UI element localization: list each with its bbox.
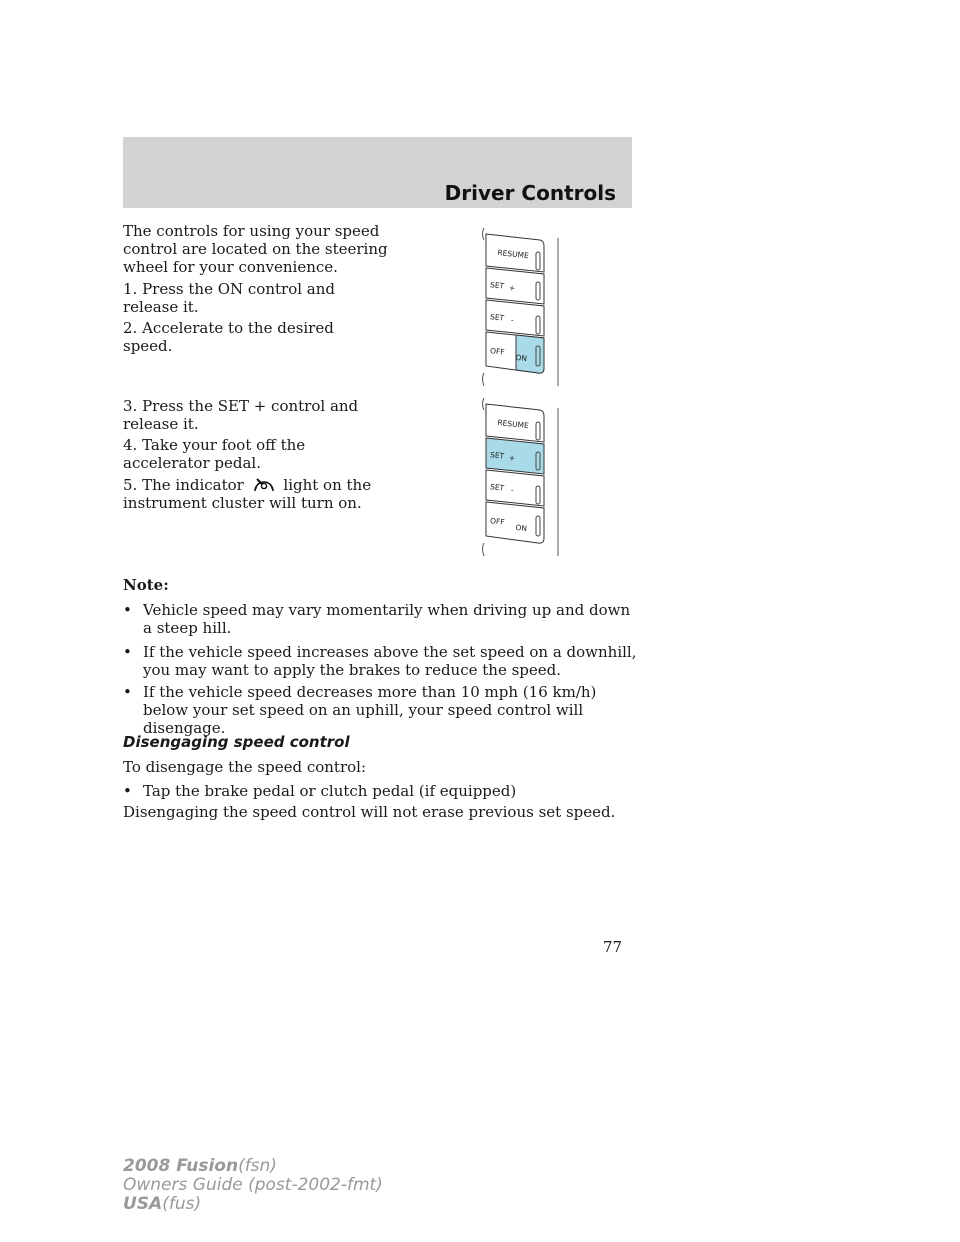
- step-4: 4. Take your foot off the accelerator pedal.: [123, 436, 306, 472]
- note-bullet-3: [123, 683, 643, 737]
- bullet-dot: •: [123, 643, 132, 661]
- note-bullet-text: Vehicle speed may vary momentarily when driving up and down a steep hill.: [143, 601, 631, 637]
- off-label-2: OFF: [489, 516, 506, 527]
- step-5: [123, 476, 388, 512]
- on-label: ON: [515, 352, 528, 364]
- section-title: Driver Controls: [444, 181, 616, 205]
- footer-market-code: (fus): [162, 1194, 202, 1214]
- footer-market: USA: [123, 1194, 163, 1214]
- step-3: 3. Press the SET + control and release it.: [123, 397, 359, 433]
- footer-line-1: [123, 1157, 383, 1176]
- on-label-2: ON: [515, 522, 528, 534]
- speed-control-switch-diagram-on: [478, 228, 570, 388]
- bullet-dot: •: [123, 782, 132, 800]
- step-5-end: light on the instrument cluster will turn on.: [123, 476, 372, 512]
- disengage-bullet: [123, 782, 643, 800]
- speed-control-indicator-icon: [251, 476, 277, 494]
- step-2: 2. Accelerate to the desired speed.: [123, 319, 334, 355]
- resume-label-2: RESUME: [497, 417, 530, 431]
- note-bullet-2: [123, 643, 643, 679]
- disengage-intro: To disengage the speed control:: [123, 758, 366, 776]
- off-label: OFF: [489, 346, 506, 357]
- minus-label-2: -: [510, 485, 515, 495]
- set-plus-label-2: SET: [489, 450, 505, 461]
- bullet-dot: •: [123, 683, 132, 701]
- disengage-closing: Disengaging the speed control will not erase previous set speed.: [123, 803, 616, 821]
- set-plus-label: SET: [489, 280, 505, 291]
- resume-label: RESUME: [497, 247, 530, 261]
- set-minus-label-2: SET: [489, 482, 505, 493]
- bullet-dot: •: [123, 601, 132, 619]
- step-5-start: 5. The indicator: [123, 476, 244, 494]
- minus-label: -: [510, 315, 515, 325]
- header-band: [123, 137, 632, 208]
- footer: [123, 1157, 383, 1214]
- speed-control-switch-diagram-set: [478, 398, 570, 558]
- note-heading: Note:: [123, 576, 169, 594]
- note-bullet-1: [123, 601, 643, 637]
- plus-label: +: [508, 283, 516, 293]
- footer-model: 2008 Fusion: [123, 1156, 239, 1176]
- note-bullet-text: If the vehicle speed decreases more than 10 mph (16 km/h) below your set speed on an uphill, your speed control will disengage.: [143, 683, 597, 737]
- step-1: 1. Press the ON control and release it.: [123, 280, 335, 316]
- set-minus-label: SET: [489, 312, 505, 323]
- intro-paragraph: The controls for using your speed control are located on the steering wheel for your convenience.: [123, 222, 388, 276]
- disengage-heading: Disengaging speed control: [123, 733, 350, 751]
- page-number: 77: [603, 938, 623, 956]
- disengage-bullet-text: Tap the brake pedal or clutch pedal (if equipped): [143, 782, 517, 800]
- footer-line-2: Owners Guide (post-2002-fmt): [123, 1175, 383, 1195]
- note-bullet-text: If the vehicle speed increases above the set speed on a downhill, you may want to apply the brakes to reduce the speed.: [143, 643, 637, 679]
- plus-label-2: +: [508, 453, 516, 463]
- footer-model-code: (fsn): [238, 1156, 277, 1176]
- footer-line-3: [123, 1195, 383, 1214]
